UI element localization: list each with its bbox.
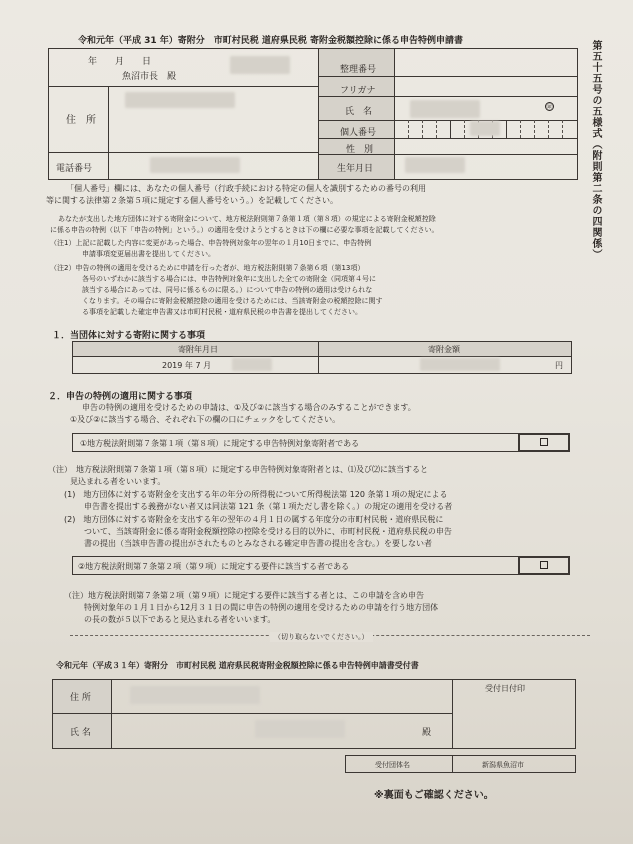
- receipt-org-label: 受付団体名: [375, 761, 410, 769]
- note-b-line2: 特例対象年の１月１日から12月３１日の間に申告の特例の適用を受けるための申請を行う地方団体: [84, 603, 439, 612]
- redacted-receipt-name: [255, 720, 345, 738]
- date-field-label: 年 月 日: [88, 57, 152, 67]
- redacted-birthdate: [405, 157, 465, 173]
- col-donation-amount: 寄附金額: [428, 345, 460, 354]
- receipt-footer: ※裏面もご確認ください。: [374, 790, 494, 801]
- checkbox-2[interactable]: [540, 561, 548, 569]
- note2-line2: 各号のいずれかに該当する場合には、申告特例対象年に支出した全ての寄附金（同項第４号に: [82, 275, 376, 283]
- section2-text1: 申告の特例の適用を受けるための申請は、①及び②に該当する場合のみすることができます。: [82, 403, 416, 412]
- seal-mark: ㊞: [546, 104, 553, 111]
- note2-line1: （注2）申告の特例の適用を受けるために申請を行った者が、地方税法附則第７条第６項（第13項）: [50, 264, 365, 272]
- addressee-label: 魚沼市長 殿: [122, 72, 177, 82]
- cut-line-text: （切り取らないでください。）: [270, 632, 373, 642]
- note-a-line2: 見込まれる者をいいます。: [70, 477, 166, 486]
- redacted-mynumber: [470, 121, 500, 136]
- redacted-amount: [420, 358, 500, 371]
- birthdate-label: 生年月日: [337, 164, 374, 174]
- phone-label: 電話番号: [56, 164, 93, 174]
- note-b-line1: （注）地方税法附則第７条第２項（第９項）に規定する要件に該当する者とは、この申請を含め申告: [64, 591, 424, 600]
- redacted-day: [232, 358, 272, 371]
- note1-line2: 申請事項変更届出書を提出してください。: [82, 250, 215, 258]
- check2-label: ②地方税法附則第７条第２項（第９項）に規定する要件に該当する者である: [78, 562, 350, 571]
- check1-label: ①地方税法附則第７条第１項（第８項）に規定する申告特例対象寄附者である: [80, 439, 360, 448]
- name-label: 氏 名: [345, 107, 373, 117]
- note1-line1: （注1）上記に記載した内容に変更があった場合、申告特例対象年の翌年の１月10日までに、申告特例: [50, 239, 372, 247]
- receipt-org-value: 新潟県魚沼市: [482, 761, 524, 769]
- currency-unit: 円: [555, 361, 563, 370]
- donation-table-header: [73, 342, 571, 356]
- col-donation-date: 寄附年月日: [178, 345, 218, 354]
- redacted-name: [410, 100, 480, 118]
- mynumber-label: 個人番号: [340, 128, 377, 138]
- section2-text2: ①及び②に該当する場合、それぞれ下の欄の口にチェックをしてください。: [70, 415, 341, 424]
- note2-line3: 該当する場合にあっては、同号に係るものに限る。）について申告の特例の適用は受けられな: [82, 286, 373, 294]
- mynumber-note-line2: 等に関する法律第２条第５項に規定する個人番号をいう。）を記載してください。: [46, 196, 338, 205]
- gender-label: 性 別: [346, 145, 374, 155]
- checkbox-1[interactable]: [540, 438, 548, 446]
- applicant-info-box: [48, 48, 578, 180]
- mynumber-note-line1: 「個人番号」欄には、あなたの個人番号（行政手続における特定の個人を識別するための番号の利用: [66, 184, 426, 193]
- redacted-receipt-address: [130, 686, 260, 704]
- intro-line2: に係る申告の特例（以下「申告の特例」という。）の適用を受けようとするときは下の欄に必要な事項を記載してください。: [50, 226, 439, 234]
- donation-date-value: 2019 年 7 月: [162, 361, 212, 370]
- redacted-phone: [150, 157, 240, 173]
- receipt-stamp-label: 受付日付印: [485, 684, 525, 693]
- note2-line5: る事項を記載した確定申告書又は市町村民税・道府県民税の申告書を提出してください。: [82, 308, 362, 316]
- form-style-number: 第五十五号の五様式（附則第二条の四関係）: [590, 40, 601, 260]
- form-title: 令和元年（平成 31 年）寄附分 市町村民税 道府県民税 寄附金税額控除に係る申告特例申請書: [78, 36, 464, 46]
- receipt-address-label: 住 所: [70, 693, 91, 703]
- note-a-line4: 申告書を提出する義務がない者又は同法第 121 条（第１項ただし書を除く。）の規定の適用を受ける者: [84, 502, 453, 511]
- note-a-line5: (2) 地方団体に対する寄附金を支出する年の翌年の４月１日の属する年度分の市町村民税・道府県民税に: [64, 515, 444, 524]
- receipt-title: 令和元年（平成３１年）寄附分 市町村民税 道府県民税寄附金税額控除に係る申告特例申請書受付書: [56, 661, 419, 670]
- furigana-label: フリガナ: [340, 86, 376, 96]
- note-b-line3: の長の数が５以下であると見込まれる者をいいます。: [84, 615, 276, 624]
- intro-line1: あなたが支出した地方団体に対する寄附金について、地方税法附則第７条第１項（第８項）の規定による寄附金税額控除: [58, 215, 436, 223]
- receipt-name-label: 氏 名: [70, 728, 91, 738]
- section2-heading: ２．申告の特例の適用に関する事項: [48, 392, 193, 402]
- note2-line4: くなります。その場合に寄附金税額控除の適用を受けるためには、当該寄附金の税額控除に関す: [82, 297, 383, 305]
- note-a-line6: ついて、当該寄附金に係る寄附金税額控除の控除を受ける目的以外に、市町村民税・道府県民税の申告: [84, 527, 452, 536]
- ref-number-label: 整理番号: [340, 65, 377, 75]
- note-a-line7: 書の提出（当該申告書の提出がされたものとみなされる確定申告書の提出を含む。）を要しない者: [84, 539, 432, 548]
- receipt-honorific: 殿: [422, 728, 432, 738]
- redacted-address: [125, 92, 235, 108]
- section1-heading: １．当団体に対する寄附に関する事項: [52, 331, 206, 341]
- note-a-line1: （注） 地方税法附則第７条第１項（第８項）に規定する申告特例対象寄附者とは、⑴及び⑵に該当すると: [48, 465, 428, 474]
- note-a-line3: (1) 地方団体に対する寄附金を支出する年の年分の所得税について所得税法第 120 条第１項の規定による: [64, 490, 448, 499]
- redacted-date: [230, 56, 290, 74]
- address-label: 住 所: [66, 115, 96, 126]
